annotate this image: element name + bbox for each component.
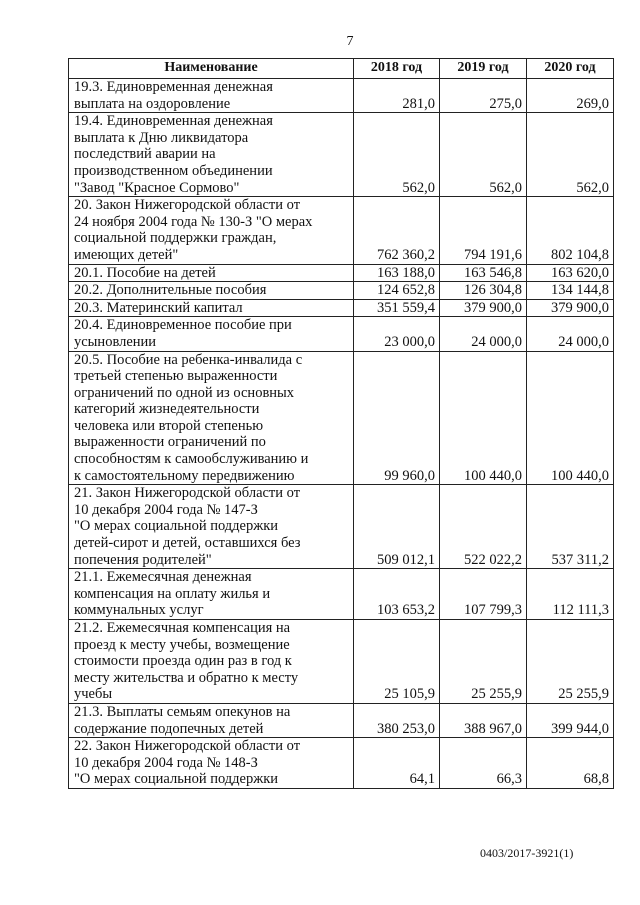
- value-2018-cell: 103 653,2: [354, 569, 440, 620]
- table-row: [69, 485, 614, 569]
- table-row: [69, 79, 614, 113]
- value-2018-cell: 351 559,4: [354, 299, 440, 317]
- value-2020-cell: 24 000,0: [527, 317, 614, 351]
- header-name: Наименование: [69, 59, 354, 79]
- value-2018-cell: 124 652,8: [354, 282, 440, 300]
- value-2020-cell: 112 111,3: [527, 569, 614, 620]
- value-2020-cell: 399 944,0: [527, 703, 614, 737]
- value-2019-cell: 100 440,0: [440, 351, 527, 485]
- row-name-cell: 21.2. Ежемесячная компенсация на проезд к месту учебы, возмещение стоимости проезда один раз в год к месту жительства и обратно к месту учебы: [69, 620, 354, 704]
- value-2020-cell: 163 620,0: [527, 264, 614, 282]
- row-name-cell: 21.3. Выплаты семьям опекунов на содержание подопечных детей: [69, 703, 354, 737]
- table-row: [69, 569, 614, 620]
- value-2020-cell: 269,0: [527, 79, 614, 113]
- header-2020: 2020 год: [527, 59, 614, 79]
- table-row: [69, 703, 614, 737]
- value-2018-cell: 281,0: [354, 79, 440, 113]
- value-2018-cell: 25 105,9: [354, 620, 440, 704]
- document-code: 0403/2017-3921(1): [480, 846, 574, 860]
- value-2020-cell: 562,0: [527, 113, 614, 197]
- value-2020-cell: 134 144,8: [527, 282, 614, 300]
- value-2018-cell: 64,1: [354, 738, 440, 789]
- table-row: [69, 197, 614, 264]
- row-name-cell: 20. Закон Нижегородской области от 24 ноября 2004 года № 130-З "О мерах социальной поддержки граждан, имеющих детей": [69, 197, 354, 264]
- row-name-cell: 20.3. Материнский капитал: [69, 299, 354, 317]
- value-2018-cell: 762 360,2: [354, 197, 440, 264]
- table-row: [69, 317, 614, 351]
- value-2019-cell: 24 000,0: [440, 317, 527, 351]
- header-2019: 2019 год: [440, 59, 527, 79]
- budget-table: [68, 58, 614, 789]
- value-2019-cell: 275,0: [440, 79, 527, 113]
- value-2020-cell: 802 104,8: [527, 197, 614, 264]
- table-row: [69, 620, 614, 704]
- value-2020-cell: 100 440,0: [527, 351, 614, 485]
- table-row: [69, 113, 614, 197]
- table-row: [69, 264, 614, 282]
- row-name-cell: 20.4. Единовременное пособие при усыновлении: [69, 317, 354, 351]
- value-2020-cell: 379 900,0: [527, 299, 614, 317]
- value-2019-cell: 794 191,6: [440, 197, 527, 264]
- table-row: [69, 351, 614, 485]
- header-2018: 2018 год: [354, 59, 440, 79]
- value-2020-cell: 25 255,9: [527, 620, 614, 704]
- value-2019-cell: 562,0: [440, 113, 527, 197]
- value-2019-cell: 163 546,8: [440, 264, 527, 282]
- value-2019-cell: 388 967,0: [440, 703, 527, 737]
- value-2019-cell: 379 900,0: [440, 299, 527, 317]
- table-header-row: [69, 59, 614, 79]
- row-name-cell: 19.4. Единовременная денежная выплата к Дню ликвидатора последствий аварии на производственном объединении "Завод "Красное Сормово": [69, 113, 354, 197]
- value-2020-cell: 537 311,2: [527, 485, 614, 569]
- value-2020-cell: 68,8: [527, 738, 614, 789]
- row-name-cell: 22. Закон Нижегородской области от 10 декабря 2004 года № 148-З "О мерах социальной поддержки: [69, 738, 354, 789]
- table-row: [69, 738, 614, 789]
- value-2018-cell: 23 000,0: [354, 317, 440, 351]
- row-name-cell: 21.1. Ежемесячная денежная компенсация на оплату жилья и коммунальных услуг: [69, 569, 354, 620]
- row-name-cell: 19.3. Единовременная денежная выплата на оздоровление: [69, 79, 354, 113]
- row-name-cell: 20.1. Пособие на детей: [69, 264, 354, 282]
- value-2019-cell: 107 799,3: [440, 569, 527, 620]
- table-row: [69, 299, 614, 317]
- value-2018-cell: 99 960,0: [354, 351, 440, 485]
- value-2018-cell: 509 012,1: [354, 485, 440, 569]
- row-name-cell: 20.2. Дополнительные пособия: [69, 282, 354, 300]
- value-2019-cell: 25 255,9: [440, 620, 527, 704]
- value-2019-cell: 126 304,8: [440, 282, 527, 300]
- value-2019-cell: 522 022,2: [440, 485, 527, 569]
- table-row: [69, 282, 614, 300]
- page-number: 7: [346, 34, 354, 49]
- value-2018-cell: 380 253,0: [354, 703, 440, 737]
- row-name-cell: 21. Закон Нижегородской области от 10 декабря 2004 года № 147-З "О мерах социальной поддержки детей-сирот и детей, оставшихся без попечения родителей": [69, 485, 354, 569]
- row-name-cell: 20.5. Пособие на ребенка-инвалида с третьей степенью выраженности ограничений по одной из основных категорий жизнедеятельности человека или второй степенью выраженности ограничений по способностям к самообслуживанию и к самостоятельному передвижению: [69, 351, 354, 485]
- value-2019-cell: 66,3: [440, 738, 527, 789]
- value-2018-cell: 562,0: [354, 113, 440, 197]
- value-2018-cell: 163 188,0: [354, 264, 440, 282]
